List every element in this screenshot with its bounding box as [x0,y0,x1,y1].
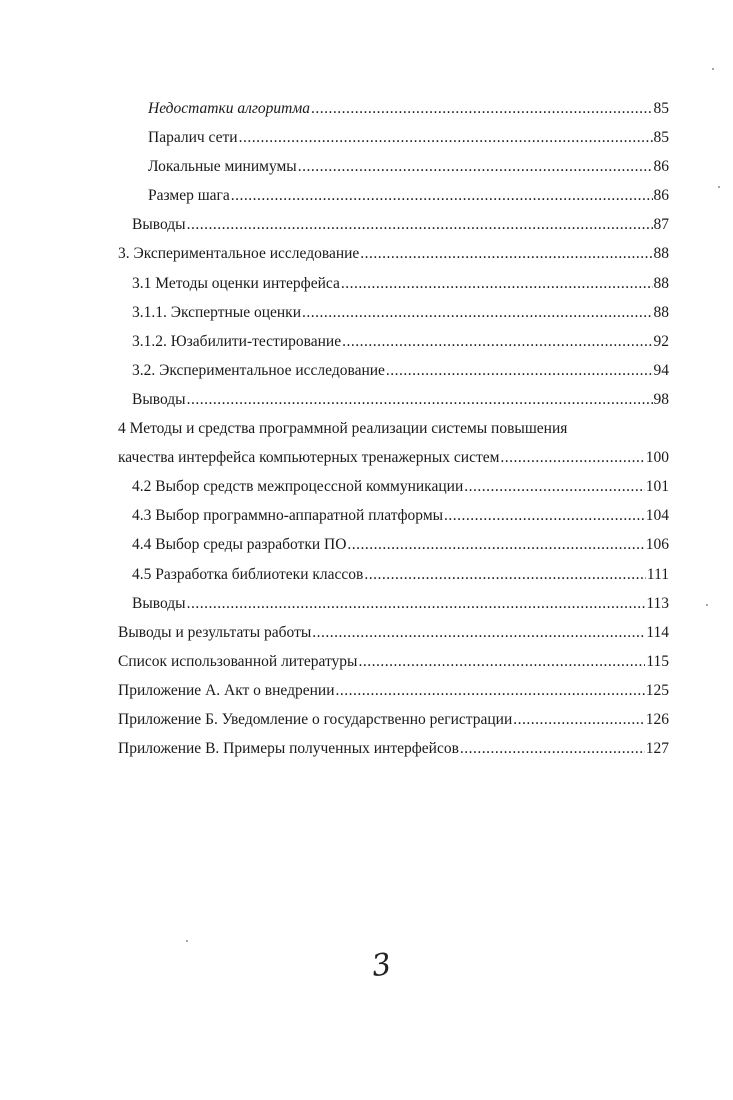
toc-entry-page: 92 [653,332,669,350]
toc-leader-dots [500,443,644,472]
toc-entry-title: Локальные минимумы [148,158,297,176]
toc-entry-page: 88 [653,274,669,292]
toc-entry [118,94,669,123]
toc-entry-page: 86 [653,158,669,176]
toc-leader-dots [231,181,653,210]
toc-entry-heading-line [118,414,669,443]
toc-entry-title: Недостатки алгоритма [148,100,311,117]
toc-entry-title: Выводы [132,594,186,612]
toc-entry [118,472,669,501]
toc-entry [118,269,669,298]
toc-entry-page: 94 [653,361,669,379]
toc-leader-dots [513,705,644,734]
toc-entry-page: 86 [653,187,669,205]
toc-entry-title: 4.4 Выбор среды разработки ПО [132,536,347,554]
toc-entry-title: Выводы и результаты работы [118,623,312,641]
toc-leader-dots [239,123,653,152]
toc-entry [118,560,669,589]
toc-entry [118,210,669,239]
toc-entry-title: Приложение Б. Уведомление о государственно регистрации [118,710,513,728]
scan-speck [718,186,720,188]
toc-leader-dots [336,676,645,705]
toc-entry-page: 111 [646,565,669,583]
toc-entry [118,123,669,152]
toc-entry-title: 4.5 Разработка библиотеки классов [132,565,364,583]
toc-entry-title: 3.2. Экспериментальное исследование [132,361,385,379]
toc-leader-dots [298,152,653,181]
toc-leader-dots [444,501,645,530]
toc-leader-dots [360,239,652,268]
toc-entry [118,501,669,530]
toc-entry-page: 87 [653,216,669,234]
toc-entry [118,443,669,472]
toc-leader-dots [302,298,652,327]
toc-leader-dots [187,589,646,618]
toc-entry-title: Список использованной литературы [118,652,358,670]
toc-leader-dots [187,210,653,239]
toc-entry-title: Размер шага [148,187,230,205]
toc-entry [118,327,669,356]
toc-entry [118,530,669,559]
toc-entry-title: Приложение А. Акт о внедрении [118,681,335,699]
toc-entry-title: 4.3 Выбор программно-аппаратной платформы [132,507,444,525]
toc-entry [118,705,669,734]
toc-entry-page: 106 [645,536,669,554]
toc-entry-title: Паралич сети [148,129,238,147]
toc-entry [118,239,669,268]
toc-leader-dots [312,618,645,647]
toc-leader-dots [347,530,644,559]
toc-entry-title: качества интерфейса компьютерных тренажерных систем [118,449,500,467]
toc-entry [118,385,669,414]
toc-leader-dots [358,647,645,676]
toc-entry-page: 98 [653,390,669,408]
toc-entry [118,647,669,676]
toc-leader-dots [386,356,653,385]
toc-entry-title: Выводы [132,390,186,408]
toc-entry-page: 125 [645,681,669,699]
toc-entry-title: 3.1.2. Юзабилити-тестирование [132,332,342,350]
toc-entry [118,181,669,210]
toc-entry-page: 113 [646,594,669,612]
toc-entry [118,298,669,327]
toc-entry [118,589,669,618]
toc-entry-title: 3. Экспериментальное исследование [118,245,360,263]
toc-entry-page: 114 [646,623,669,641]
toc-entry-page: 100 [645,449,669,467]
toc-leader-dots [187,385,653,414]
toc-entry-page: 88 [653,245,669,263]
toc-entry [118,618,669,647]
toc-leader-dots [464,472,645,501]
toc-leader-dots [342,327,652,356]
toc-entry-title: 3.1 Методы оценки интерфейса [132,274,340,292]
toc-entry [118,734,669,763]
scan-speck [706,604,708,606]
toc-entry-title: Выводы [132,216,186,234]
scan-speck [712,68,714,70]
toc-entry-page: 85 [653,100,669,117]
toc-leader-dots [460,734,645,763]
toc-entry-page: 127 [645,740,669,758]
toc-entry-title: 4.2 Выбор средств межпроцессной коммуникации [132,478,464,496]
toc-entry-title: Приложение В. Примеры полученных интерфейсов [118,740,459,758]
toc-entry-page: 104 [645,507,669,525]
toc-entry-page: 85 [653,129,669,147]
toc-leader-dots [341,269,653,298]
toc-entry-page: 126 [645,710,669,728]
toc-entry [118,676,669,705]
toc-leader-dots [364,560,646,589]
toc-leader-dots [311,94,652,123]
toc-entry-title: 4 Методы и средства программной реализации системы повышения [118,420,568,438]
toc-entry-title: 3.1.1. Экспертные оценки [132,303,302,321]
handwritten-page-number: 3 [369,946,394,985]
toc-entry [118,152,669,181]
toc-entry-page: 101 [645,478,669,496]
table-of-contents [118,94,669,763]
toc-entry [118,356,669,385]
toc-entry-page: 115 [646,652,669,670]
toc-entry-page: 88 [653,303,669,321]
scan-speck [186,940,188,942]
